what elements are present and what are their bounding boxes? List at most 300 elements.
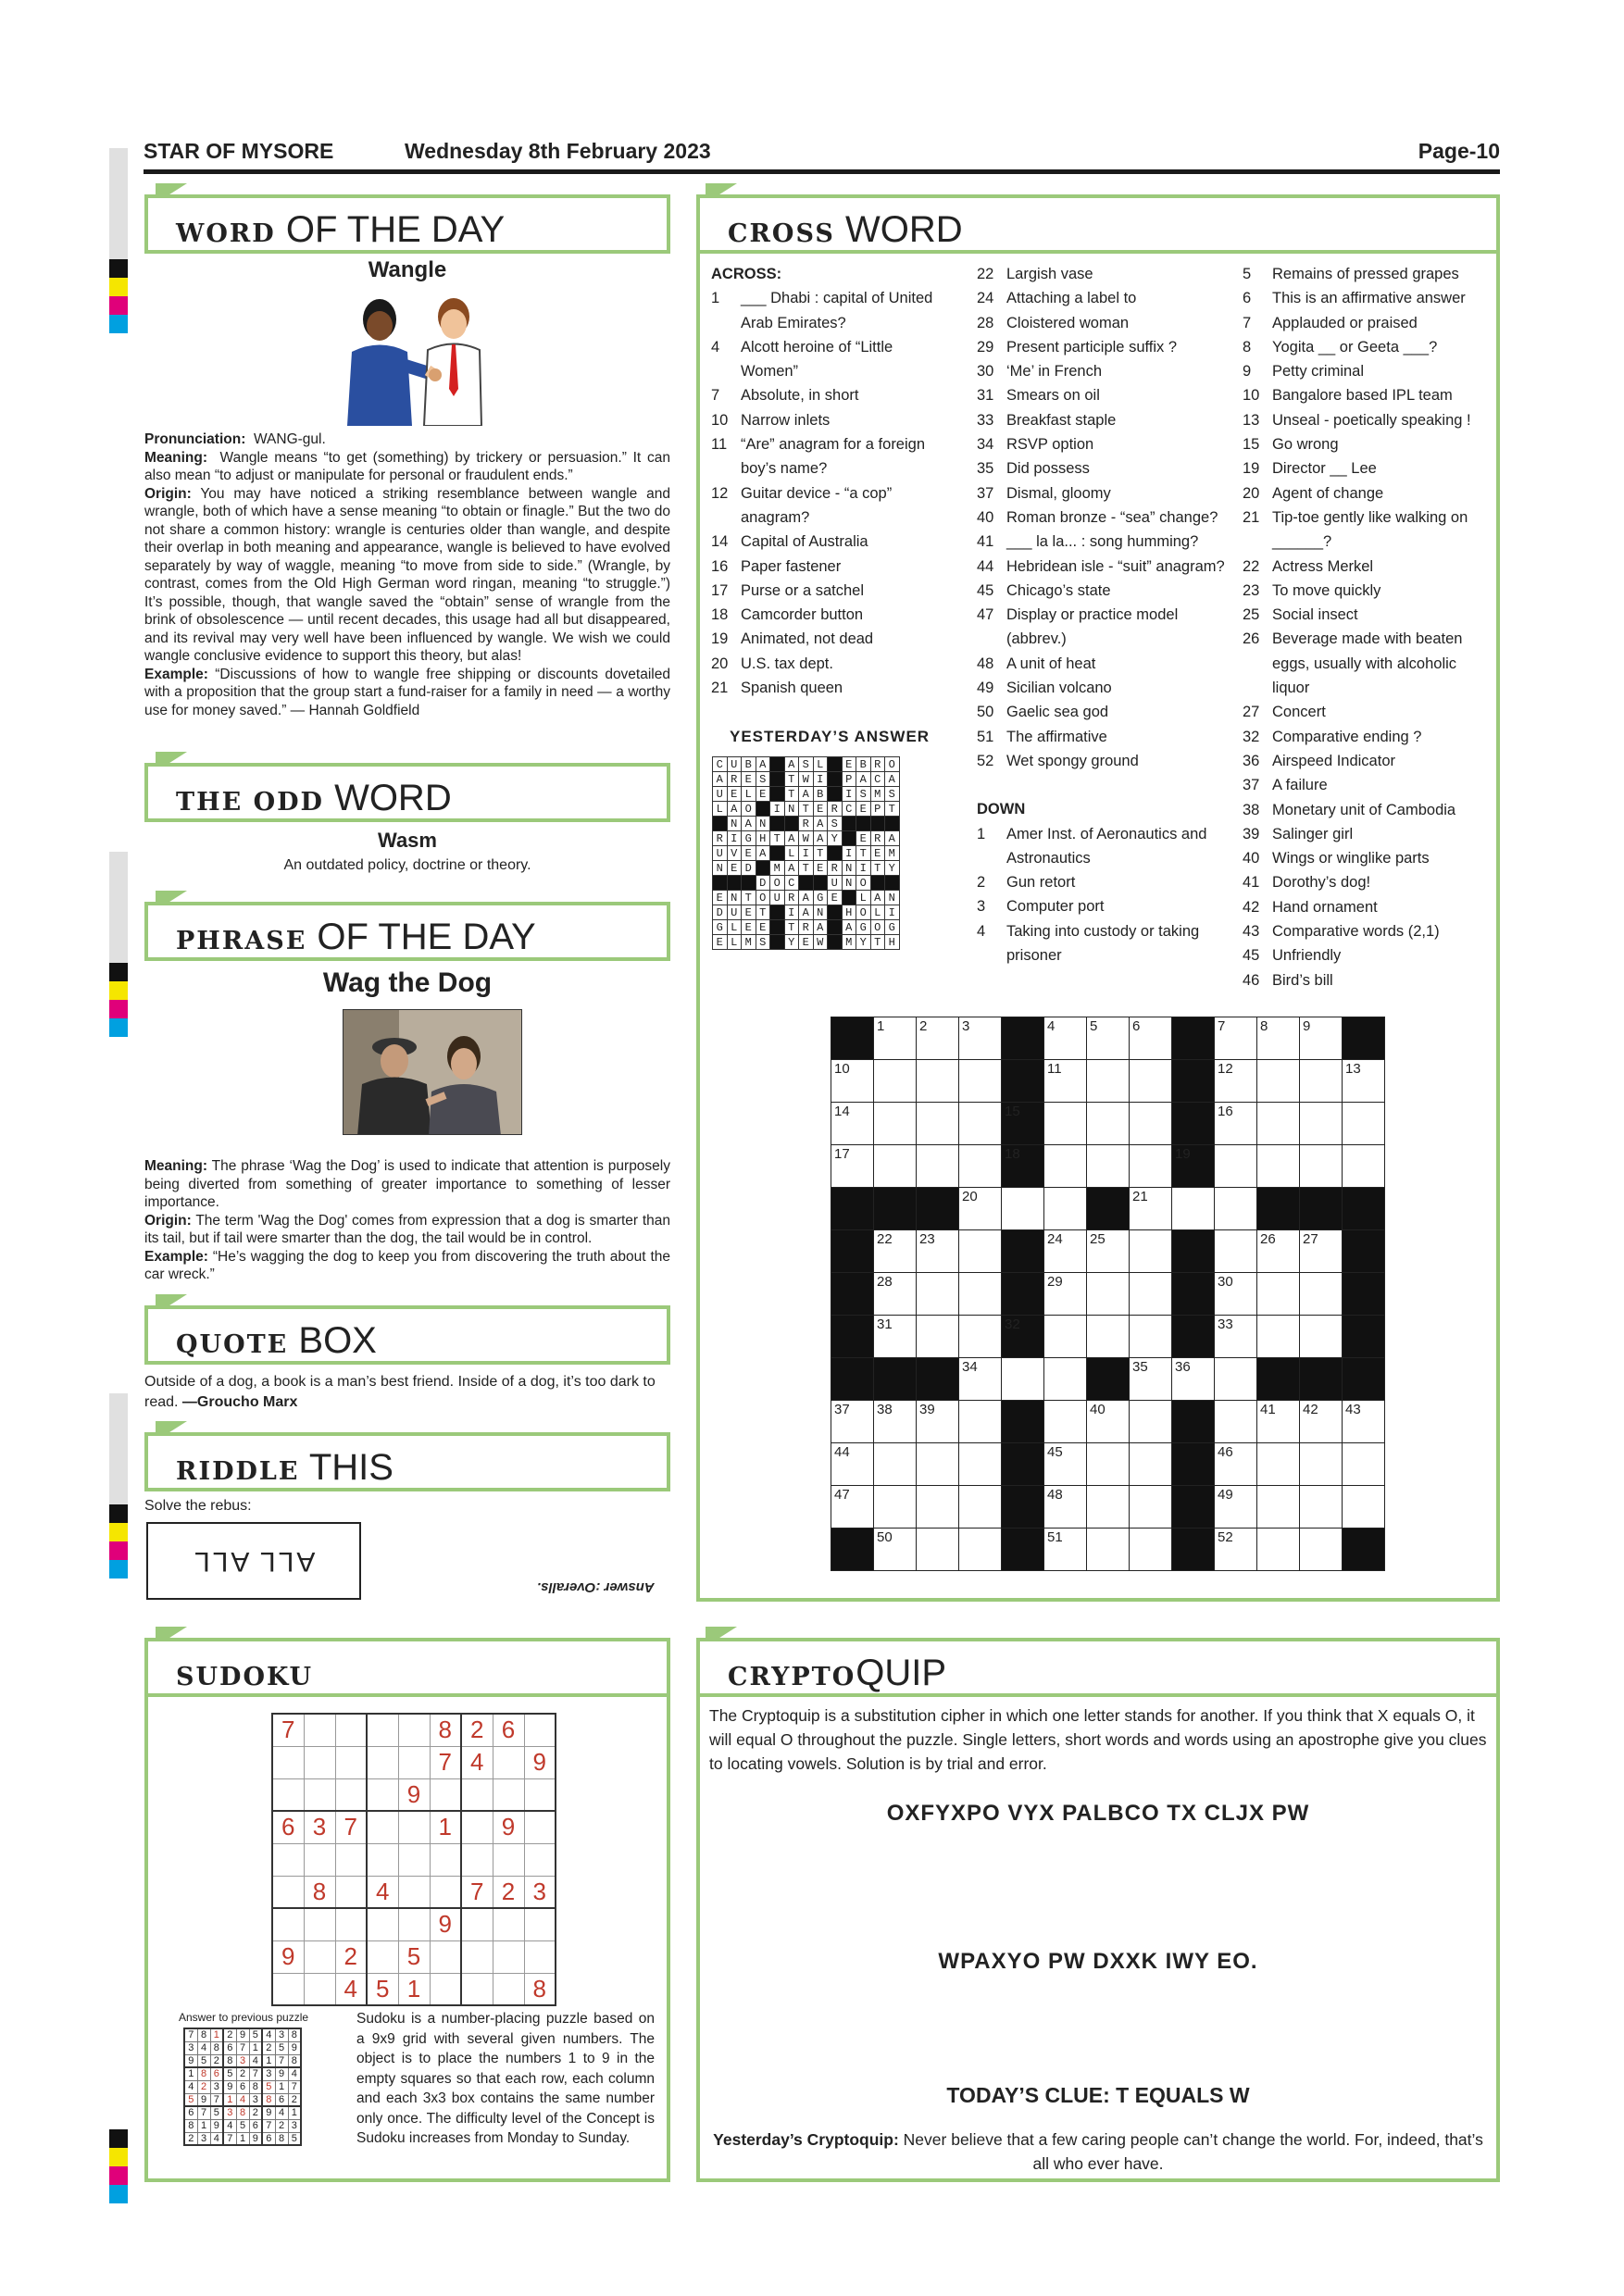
crossword-cell[interactable] xyxy=(1044,1273,1087,1316)
clue-item xyxy=(977,749,1227,773)
crossword-cell[interactable] xyxy=(917,1103,959,1145)
grid-cell: P xyxy=(870,802,885,817)
crossword-cell[interactable] xyxy=(1300,1230,1343,1273)
crossword-cell[interactable] xyxy=(917,1273,959,1316)
crossword-cell[interactable] xyxy=(1300,1017,1343,1060)
grid-cell: U xyxy=(713,846,728,861)
crossword-cell[interactable] xyxy=(1300,1060,1343,1103)
sudoku-cell[interactable] xyxy=(272,1843,304,1876)
crossword-cell[interactable] xyxy=(1172,1358,1215,1401)
crossword-cell[interactable] xyxy=(959,1401,1002,1443)
crossword-cell xyxy=(1343,1273,1385,1316)
crossword-cell[interactable] xyxy=(1087,1273,1130,1316)
grid-cell xyxy=(828,787,843,802)
clue-number: 25 xyxy=(1243,606,1260,624)
sudoku-cell[interactable] xyxy=(524,1940,556,1973)
crossword-cell[interactable] xyxy=(1257,1060,1300,1103)
crossword-cell[interactable] xyxy=(959,1145,1002,1188)
movie-still-photo xyxy=(343,1009,522,1135)
sudoku-cell[interactable] xyxy=(524,1908,556,1940)
crossword-cell[interactable] xyxy=(917,1017,959,1060)
sudoku-cell[interactable] xyxy=(304,1973,335,2005)
grid-cell: A xyxy=(799,787,814,802)
sudoku-cell[interactable] xyxy=(461,1778,493,1811)
sudoku-cell[interactable] xyxy=(493,1778,524,1811)
clue-item xyxy=(977,481,1227,505)
sudoku-cell[interactable] xyxy=(398,1876,430,1908)
crossword-cell[interactable] xyxy=(1300,1145,1343,1188)
clue-text: Comparative ending ? xyxy=(1272,728,1422,745)
clue-item xyxy=(1243,432,1493,456)
grid-cell: I xyxy=(842,787,856,802)
crossword-cell[interactable] xyxy=(1044,1316,1087,1358)
crossword-cell[interactable] xyxy=(874,1273,917,1316)
grid-cell: M xyxy=(742,935,756,950)
cell-number: 13 xyxy=(1345,1061,1361,1077)
sudoku-cell[interactable] xyxy=(461,1908,493,1940)
sudoku-cell[interactable] xyxy=(461,1811,493,1843)
sudoku-cell[interactable] xyxy=(524,1714,556,1746)
clue-number: 24 xyxy=(977,290,994,307)
crossword-cell[interactable] xyxy=(874,1401,917,1443)
crossword-cell[interactable] xyxy=(1257,1401,1300,1443)
grid-cell: T xyxy=(870,935,885,950)
crossword-cell[interactable] xyxy=(1343,1145,1385,1188)
sudoku-cell[interactable] xyxy=(272,1778,304,1811)
crossword-cell[interactable] xyxy=(1087,1529,1130,1571)
crossword-cell[interactable] xyxy=(959,1230,1002,1273)
rebus-box xyxy=(146,1522,361,1600)
sudoku-cell[interactable] xyxy=(335,1876,367,1908)
answer-cell: 9 xyxy=(210,2119,223,2132)
crossword-cell[interactable] xyxy=(1300,1103,1343,1145)
registration-bar-4 xyxy=(109,2129,128,2196)
sudoku-cell[interactable] xyxy=(398,1746,430,1778)
sudoku-cell[interactable] xyxy=(304,1940,335,1973)
sudoku-cell[interactable] xyxy=(524,1843,556,1876)
answer-cell: 9 xyxy=(197,2093,210,2106)
crossword-cell[interactable] xyxy=(874,1316,917,1358)
sudoku-cell[interactable] xyxy=(367,1714,398,1746)
cell-number: 28 xyxy=(877,1274,893,1290)
cell-number: 30 xyxy=(1218,1274,1233,1290)
crossword-cell[interactable] xyxy=(831,1060,874,1103)
crossword-cell[interactable] xyxy=(831,1486,874,1529)
crossword-cell[interactable] xyxy=(1002,1358,1044,1401)
clue-item xyxy=(977,286,1227,310)
crossword-cell[interactable] xyxy=(1300,1486,1343,1529)
sudoku-cell[interactable] xyxy=(524,1778,556,1811)
crossword-cell[interactable] xyxy=(874,1486,917,1529)
crossword-cell[interactable] xyxy=(1215,1358,1257,1401)
crossword-cell[interactable] xyxy=(1257,1145,1300,1188)
cell-number: 18 xyxy=(1005,1146,1020,1162)
crossword-cell[interactable] xyxy=(917,1529,959,1571)
crossword-cell[interactable] xyxy=(1257,1529,1300,1571)
crossword-cell[interactable] xyxy=(1130,1188,1172,1230)
sudoku-cell: 2 xyxy=(493,1876,524,1908)
grid-cell: G xyxy=(713,920,728,935)
clue-number: 31 xyxy=(977,387,994,405)
crossword-cell[interactable] xyxy=(959,1017,1002,1060)
clue-text: Computer port xyxy=(1006,898,1105,916)
clue-text: Absolute, in short xyxy=(741,387,859,405)
crossword-cell[interactable] xyxy=(1044,1230,1087,1273)
sudoku-cell[interactable] xyxy=(367,1811,398,1843)
crossword-cell[interactable] xyxy=(1215,1443,1257,1486)
crossword-cell[interactable] xyxy=(959,1486,1002,1529)
sudoku-cell[interactable] xyxy=(430,1876,461,1908)
answer-cell: 1 xyxy=(197,2119,210,2132)
crossword-cell[interactable] xyxy=(1300,1529,1343,1571)
grid-cell: E xyxy=(856,831,871,846)
crossword-cell[interactable] xyxy=(1257,1103,1300,1145)
grid-cell: T xyxy=(856,846,871,861)
clue-item xyxy=(711,481,944,530)
clue-text: Dorothy’s dog! xyxy=(1272,874,1371,892)
grid-cell: T xyxy=(784,920,799,935)
cell-number: 40 xyxy=(1090,1402,1106,1417)
sudoku-cell[interactable] xyxy=(272,1746,304,1778)
sudoku-cell[interactable] xyxy=(335,1778,367,1811)
cell-number: 48 xyxy=(1047,1487,1063,1503)
crossword-cell[interactable] xyxy=(1044,1060,1087,1103)
cell-number: 34 xyxy=(962,1359,978,1375)
sudoku-cell[interactable] xyxy=(430,1940,461,1973)
crossword-cell[interactable] xyxy=(1130,1486,1172,1529)
crossword-cell[interactable] xyxy=(959,1316,1002,1358)
grid-cell xyxy=(828,905,843,920)
clue-number: 13 xyxy=(1243,411,1260,429)
crossword-cell[interactable] xyxy=(1300,1443,1343,1486)
crossword-cell[interactable] xyxy=(1087,1060,1130,1103)
crossword-cell[interactable] xyxy=(917,1443,959,1486)
answer-cell: 9 xyxy=(184,2054,197,2067)
crossword-cell[interactable] xyxy=(1300,1401,1343,1443)
crossword-cell[interactable] xyxy=(1087,1486,1130,1529)
crossword-cell[interactable] xyxy=(1215,1103,1257,1145)
cryptoquip-line-2: WPAXYO PW DXXK IWY EO. xyxy=(938,1949,1258,1974)
crossword-cell[interactable] xyxy=(917,1486,959,1529)
clue-number: 32 xyxy=(1243,728,1260,745)
crossword-cell[interactable] xyxy=(1044,1017,1087,1060)
sudoku-cell[interactable] xyxy=(493,1973,524,2005)
sudoku-cell[interactable] xyxy=(398,1714,430,1746)
crossword-cell[interactable] xyxy=(1044,1188,1087,1230)
sudoku-cell: 9 xyxy=(430,1908,461,1940)
answer-cell: 2 xyxy=(249,2106,262,2119)
sudoku-cell[interactable] xyxy=(304,1908,335,1940)
sudoku-cell[interactable] xyxy=(304,1746,335,1778)
crossword-cell[interactable] xyxy=(1257,1273,1300,1316)
answer-cell: 7 xyxy=(210,2093,223,2106)
crossword-cell[interactable] xyxy=(1343,1103,1385,1145)
cell-number: 2 xyxy=(919,1018,928,1034)
answer-cell: 5 xyxy=(262,2080,275,2093)
sudoku-cell[interactable] xyxy=(367,1940,398,1973)
crossword-cell[interactable] xyxy=(1087,1401,1130,1443)
crossword-cell[interactable] xyxy=(831,1103,874,1145)
crossword-cell[interactable] xyxy=(874,1443,917,1486)
crossword-cell[interactable] xyxy=(1215,1230,1257,1273)
crossword-cell[interactable] xyxy=(831,1401,874,1443)
crossword-cell[interactable] xyxy=(874,1529,917,1571)
crossword-cell[interactable] xyxy=(874,1145,917,1188)
crossword-cell[interactable] xyxy=(1044,1145,1087,1188)
crossword-cell[interactable] xyxy=(1257,1017,1300,1060)
clue-number: 4 xyxy=(711,338,720,356)
quote-box-header: QUOTE BOX xyxy=(144,1305,670,1365)
sudoku-cell[interactable] xyxy=(335,1908,367,1940)
crossword-cell xyxy=(1172,1443,1215,1486)
sudoku-cell[interactable] xyxy=(304,1843,335,1876)
clue-item xyxy=(1243,943,1493,967)
crossword-cell[interactable] xyxy=(1343,1060,1385,1103)
crossword-cell[interactable] xyxy=(959,1188,1002,1230)
crossword-cell[interactable] xyxy=(1130,1273,1172,1316)
clue-item xyxy=(1243,627,1493,700)
sudoku-cell[interactable] xyxy=(272,1908,304,1940)
crossword-cell[interactable] xyxy=(917,1401,959,1443)
crossword-cell[interactable] xyxy=(1087,1316,1130,1358)
grid-cell: R xyxy=(828,802,843,817)
answer-cell: 9 xyxy=(262,2106,275,2119)
sudoku-cell[interactable] xyxy=(304,1778,335,1811)
crossword-cell[interactable] xyxy=(1257,1443,1300,1486)
sudoku-cell[interactable] xyxy=(398,1843,430,1876)
answer-cell: 1 xyxy=(262,2054,275,2067)
sudoku-cell[interactable] xyxy=(461,1843,493,1876)
crossword-cell[interactable] xyxy=(959,1103,1002,1145)
crossword-cell xyxy=(874,1358,917,1401)
crossword-cell[interactable] xyxy=(959,1273,1002,1316)
grid-cell xyxy=(770,935,785,950)
clue-text: Bird’s bill xyxy=(1272,971,1333,989)
sudoku-cell[interactable] xyxy=(367,1843,398,1876)
crossword-cell[interactable] xyxy=(959,1358,1002,1401)
crossword-cell[interactable] xyxy=(1002,1188,1044,1230)
crossword-cell xyxy=(1002,1316,1044,1358)
sudoku-cell[interactable] xyxy=(430,1843,461,1876)
crossword-cell[interactable] xyxy=(1215,1017,1257,1060)
crossword-cell[interactable] xyxy=(1172,1188,1215,1230)
crossword-cell[interactable] xyxy=(917,1145,959,1188)
sudoku-cell[interactable] xyxy=(272,1973,304,2005)
sudoku-cell[interactable] xyxy=(335,1843,367,1876)
grid-cell: S xyxy=(828,817,843,831)
crossword-cell[interactable] xyxy=(1343,1401,1385,1443)
grid-cell: N xyxy=(713,861,728,876)
cell-number: 50 xyxy=(877,1529,893,1545)
grid-cell: N xyxy=(842,876,856,891)
crossword-cell[interactable] xyxy=(1130,1103,1172,1145)
crossword-cell[interactable] xyxy=(1130,1230,1172,1273)
crossword-cell[interactable] xyxy=(1343,1486,1385,1529)
grid-cell: L xyxy=(784,846,799,861)
crossword-cell[interactable] xyxy=(831,1145,874,1188)
answer-cell: 6 xyxy=(249,2119,262,2132)
sudoku-cell[interactable] xyxy=(304,1714,335,1746)
grid-cell: S xyxy=(856,787,871,802)
sudoku-cell: 8 xyxy=(304,1876,335,1908)
clue-item xyxy=(1243,895,1493,919)
sudoku-cell[interactable] xyxy=(493,1908,524,1940)
crossword-cell[interactable] xyxy=(874,1017,917,1060)
crossword-cell[interactable] xyxy=(874,1103,917,1145)
clue-text: Unfriendly xyxy=(1272,947,1342,965)
crossword-cell[interactable] xyxy=(1044,1401,1087,1443)
crossword-cell[interactable] xyxy=(917,1316,959,1358)
clue-item xyxy=(977,603,1227,652)
crossword-cell[interactable] xyxy=(1044,1443,1087,1486)
clue-item xyxy=(977,335,1227,359)
crossword-cell[interactable] xyxy=(1087,1017,1130,1060)
crossword-cell[interactable] xyxy=(1215,1401,1257,1443)
phrase-body: Meaning: The phrase ‘Wag the Dog’ is used to indicate that attention is purposely being diverted from something of greater importance to something of lesser importance. Origin: The term 'Wag the Dog' comes from expression that a dog is smarter than its tail, but if tail were smarter than the dog, the tail would be in control. Example: “He’s wagging the dog to keep you from discovering the truth about the car wreck.” xyxy=(144,1158,671,1282)
crossword-cell[interactable] xyxy=(874,1060,917,1103)
clue-item xyxy=(711,555,944,579)
crossword-cell[interactable] xyxy=(1130,1401,1172,1443)
crossword-cell[interactable] xyxy=(959,1529,1002,1571)
crossword-cell[interactable] xyxy=(1215,1316,1257,1358)
crossword-cell[interactable] xyxy=(1215,1145,1257,1188)
crossword-cell[interactable] xyxy=(831,1443,874,1486)
clue-number: 7 xyxy=(1243,314,1252,331)
crossword-cell[interactable] xyxy=(917,1230,959,1273)
clue-item xyxy=(1243,579,1493,603)
crossword-cell[interactable] xyxy=(1257,1316,1300,1358)
answer-cell: 5 xyxy=(275,2041,288,2054)
grid-cell xyxy=(885,817,900,831)
clue-number: 15 xyxy=(1243,436,1260,454)
crossword-cell xyxy=(831,1017,874,1060)
grid-cell: E xyxy=(742,905,756,920)
crossword-cell xyxy=(831,1529,874,1571)
previous-sudoku-answer-grid xyxy=(183,2028,302,2146)
sudoku-cell[interactable] xyxy=(367,1746,398,1778)
crossword-cell[interactable] xyxy=(1343,1443,1385,1486)
clue-text: Amer Inst. of Aeronautics and Astronautics xyxy=(1006,825,1207,867)
clue-text: Sicilian volcano xyxy=(1006,680,1112,697)
cryptoquip-header: CRYPTOQUIP xyxy=(696,1638,1500,1697)
grid-cell: S xyxy=(756,935,770,950)
grid-cell: E xyxy=(842,757,856,772)
answer-cell: 1 xyxy=(184,2067,197,2080)
handshake-illustration xyxy=(324,287,509,426)
grid-cell: R xyxy=(799,920,814,935)
sudoku-cell[interactable] xyxy=(335,1714,367,1746)
answer-cell: 3 xyxy=(184,2041,197,2054)
answer-cell: 8 xyxy=(210,2041,223,2054)
sudoku-cell[interactable] xyxy=(367,1778,398,1811)
sudoku-cell[interactable] xyxy=(461,1940,493,1973)
sudoku-cell[interactable] xyxy=(335,1746,367,1778)
clue-text: Salinger girl xyxy=(1272,825,1354,842)
sudoku-cell[interactable] xyxy=(524,1811,556,1843)
clue-number: 37 xyxy=(977,484,994,502)
crossword-cell[interactable] xyxy=(1215,1529,1257,1571)
crossword-cell xyxy=(831,1273,874,1316)
clue-text: Breakfast staple xyxy=(1006,411,1117,429)
sudoku-cell[interactable] xyxy=(493,1746,524,1778)
clue-number: 14 xyxy=(711,533,729,551)
sudoku-cell[interactable] xyxy=(272,1876,304,1908)
crossword-cell xyxy=(1343,1017,1385,1060)
clue-number: 43 xyxy=(1243,923,1260,941)
grid-cell: A xyxy=(784,757,799,772)
sudoku-cell[interactable] xyxy=(430,1778,461,1811)
answer-cell: 5 xyxy=(236,2119,249,2132)
grid-cell: M xyxy=(885,846,900,861)
answer-cell: 8 xyxy=(223,2054,236,2067)
grid-cell: E xyxy=(713,891,728,905)
sudoku-cell[interactable] xyxy=(493,1843,524,1876)
crossword-cell[interactable] xyxy=(959,1443,1002,1486)
crossword-cell[interactable] xyxy=(1130,1358,1172,1401)
crossword-cell xyxy=(1300,1188,1343,1230)
crossword-cell[interactable] xyxy=(1130,1017,1172,1060)
crossword-cell[interactable] xyxy=(1130,1529,1172,1571)
clue-text: Beverage made with beaten eggs, usually with alcoholic liquor xyxy=(1272,630,1463,697)
crossword-cell[interactable] xyxy=(1215,1273,1257,1316)
crossword-cell[interactable] xyxy=(1257,1230,1300,1273)
sudoku-cell[interactable] xyxy=(430,1973,461,2005)
crossword-cell[interactable] xyxy=(874,1230,917,1273)
crossword-cell[interactable] xyxy=(1130,1145,1172,1188)
crossword-cell[interactable] xyxy=(1215,1486,1257,1529)
sudoku-cell[interactable] xyxy=(461,1973,493,2005)
answer-cell: 5 xyxy=(184,2093,197,2106)
crossword-cell[interactable] xyxy=(959,1060,1002,1103)
crossword-cell[interactable] xyxy=(1044,1486,1087,1529)
crossword-cell[interactable] xyxy=(1215,1188,1257,1230)
grid-cell: I xyxy=(799,846,814,861)
grid-cell: S xyxy=(885,787,900,802)
crossword-cell[interactable] xyxy=(1044,1358,1087,1401)
crossword-cell[interactable] xyxy=(1300,1273,1343,1316)
sudoku-cell[interactable] xyxy=(398,1811,430,1843)
answer-cell: 1 xyxy=(275,2080,288,2093)
sudoku-cell[interactable] xyxy=(398,1908,430,1940)
grid-cell: Y xyxy=(828,831,843,846)
crossword-cell[interactable] xyxy=(1087,1145,1130,1188)
clue-text: A unit of heat xyxy=(1006,655,1096,672)
clue-text: Guitar device - “a cop” anagram? xyxy=(741,484,893,526)
answer-cell: 4 xyxy=(184,2080,197,2093)
crossword-cell[interactable] xyxy=(1215,1060,1257,1103)
crossword-cell[interactable] xyxy=(1044,1103,1087,1145)
crossword-cell[interactable] xyxy=(1130,1443,1172,1486)
sudoku-cell[interactable] xyxy=(493,1940,524,1973)
crossword-cell[interactable] xyxy=(1044,1529,1087,1571)
clue-text: ___ la la... : song humming? xyxy=(1006,533,1199,551)
grid-cell: S xyxy=(756,772,770,787)
clue-item xyxy=(1243,335,1493,359)
crossword-cell[interactable] xyxy=(1087,1230,1130,1273)
grid-cell: A xyxy=(784,831,799,846)
crossword-cell[interactable] xyxy=(1087,1443,1130,1486)
sudoku-cell[interactable] xyxy=(367,1908,398,1940)
crossword-cell[interactable] xyxy=(917,1060,959,1103)
crossword-cell[interactable] xyxy=(1130,1060,1172,1103)
crossword-cell[interactable] xyxy=(1087,1103,1130,1145)
crossword-cell[interactable] xyxy=(1257,1486,1300,1529)
grid-cell: C xyxy=(713,757,728,772)
clue-item xyxy=(977,262,1227,286)
crossword-cell[interactable] xyxy=(1130,1316,1172,1358)
crossword-cell[interactable] xyxy=(1300,1316,1343,1358)
answer-cell: 7 xyxy=(223,2132,236,2145)
